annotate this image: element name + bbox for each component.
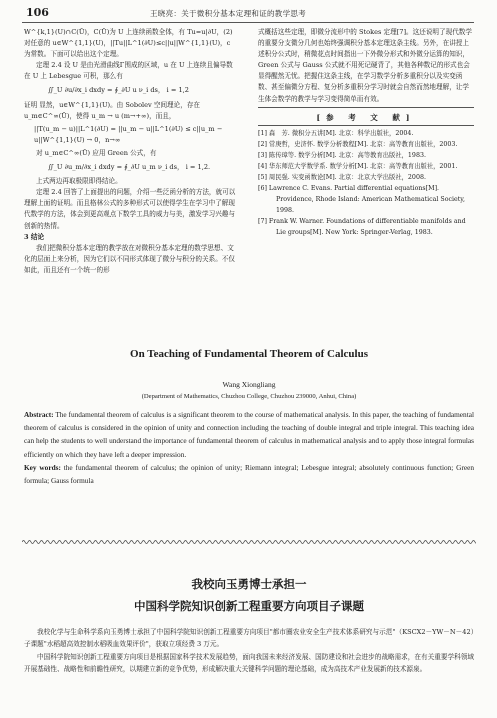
left-column [24,27,239,276]
english-affiliation: (Department of Mathematics, Chuzhou College, Chuzhou 239000, Anhui, China) [141,393,357,400]
refs-rule [258,107,474,108]
news-body [24,626,474,676]
right-column [258,27,474,238]
left-para: 定理 2.4 回答了上面提出的问题，介绍一些泛函分析的方法，就可以理解上面的证明。而且格林公式的多种形式可以使得学生在学习中了解现代数学的方法，体会到更高观点下数学工具的威力与美，激发学习兴趣与创新的热情。 [24,188,236,230]
right-para: 式概括这些定理，即微分流形中的 Stokes 定理[7]。这还说明了现代数学的重要分支微分几何也始终强调积分基本定理这条主线。另外，在讲授上述积分公式时，稍微花点时间指出一下外微分形式和外微分运算的知识，Green 公式与 Gauss 公式就不用死记硬背了，其他各种数记的形式也会显得醒然无忧。把握住这条主线，在学习数学分析多重积分以及实变函数、甚至偏微分方程、复分析多重积分学习时就会自然而然地理解，让学生体会数学的教学与学习变得简单而有效。 [258,28,472,103]
section-heading: 3 结论 [24,232,45,241]
left-para: 我们把微积分基本定理的教学放在对微积分基本定理的数学思想、文化的层面上来分析，因为它们以不同形式体现了微分与积分的关系。不仅如此，而且还有一个统一的形 [24,243,235,274]
formula: ∬_U ∂u/∂x_i dxdy = ∮_∂U u ν_i ds， i = 1,2 [48,86,189,95]
news-para: 中国科学院知识创新工程重要方向项目是根据国家科学技术发展趋势，面向我国未来经济发展、国防建设和社会进步的战略需求，在有关重要学科领域开展基础性、战略性和前瞻性研究，以期建立新的竞争优势，形成解决重大关键科学问题的理论基础，成为高技术产业发展新的技术源泉。 [24,652,474,674]
formula: ||T(u_m − u)||L^1(∂U) = ||u_m − u||L^1(∂U) ≤ c||u_m − u||W^{1,1}(U) → 0，n→∞ [34,124,223,144]
formula: ∬_U ∂u_m/∂x_i dxdy = ∮_∂U u_m ν_i ds， i = 1,2. [48,163,211,172]
running-title: 王晓亮：关于微积分基本定理和证的教学思考 [150,9,306,18]
english-author: Wang Xiongliang [222,380,276,389]
reference-item: [5] 周民强. 实变函数论[M]. 北京：北京大学出版社，2008. [258,173,426,181]
left-para: W^{k,1}(U)∩C(Ū)，C(Ū)为 U 上连续函数全体，有 Tu=u|∂U，(2) 对任意的 u∈W^{1,1}(U)，||Tu||L^1(∂U)≤c||u||W^{1,1}(U)，c 为常数。下面可以给出这个定理。 [24,28,233,59]
page-number: 106 [26,6,49,19]
left-para: 对 u_m∈C^∞(Ū) 应用 Green 公式，有 [36,148,157,157]
news-para: 我校化学与生命科学系向玉勇博士承担了中国科学院知识创新工程重要方向项目"都市圈农业安全生产技术体系研究与示范"（KSCX2－YW－N－42）子课题"水稻超高效控制水稻吸血效果评价"，获取立项经费 3 万元。 [24,628,474,649]
left-para: 证明 显然，u∈W^{1,1}(U)。由 Sobolev 空间理论，存在 u_m∈C^∞(Ū)，使得 u_m → u (m→+∞)，而且， [24,100,201,120]
wave-divider [22,538,476,546]
keywords-label: Key words: [24,462,61,472]
reference-item: [7] Frank W. Warner. Foundations of differentiable manifolds and Lie groups[M]. New York: Springer-Verlag, 1983. [258,217,466,236]
news-title: 我校向玉勇博士承担一 [191,577,307,591]
header-rule [22,22,474,23]
english-abstract [24,408,474,487]
reference-item: [4] 华东师范大学数学系. 数学分析[M]. 北京：高等教育出版社，2001. [258,162,458,170]
left-para: 定理 2.4 设 U 是由光滑曲线Γ围成的区域，u 在 U 上连续且偏导数在 U 上 Lebesgue 可积，那么有 [24,61,233,81]
reference-item: [6] Lawrence C. Evans. Partial differential equations[M]. Providence, Rhode Island: American Mathematical Society, 1998. [258,184,466,214]
abstract-text: The fundamental theorem of calculus is a significant theorem to the course of mathematical analysis. In this paper, the teaching of fundamental theorem of calculus is considered in the opinion of unity and connection including the teaching of double integral and triple integral. This teaching idea can help the students to well understand the importance of fundamental theorem of calculus in mathematical analysis and to apply those integral formulas efficiently on which they have left a deeper impression. [24,410,474,459]
english-title: On Teaching of Fundamental Theorem of Calculus [130,348,368,360]
abstract-label: Abstract: [24,410,54,419]
news-subtitle: 中国科学院知识创新工程重要方向项目子课题 [134,599,364,613]
refs-rule [258,125,474,126]
left-para: 上式两边再取极限即得结论。 [36,177,122,186]
reference-item: [3] 陈传璋等. 数学分析[M]. 北京：高等教育出版社，1983. [258,151,426,159]
keywords-text: the fundamental theorem of calculus; the opinion of unity; Riemann integral; Lebesgue integral; absolutely continuous function; Green formula; Gauss formula [24,462,475,486]
reference-item: [1] 森 芳. 微积分五讲[M]. 北京：科学出版社，2004. [258,129,414,137]
reference-item: [2] 常庚哲，史济怀. 数学分析教程[M]. 北京：高等教育出版社，2003. [258,140,458,148]
refs-heading: [参 考 文 献] [316,112,416,122]
